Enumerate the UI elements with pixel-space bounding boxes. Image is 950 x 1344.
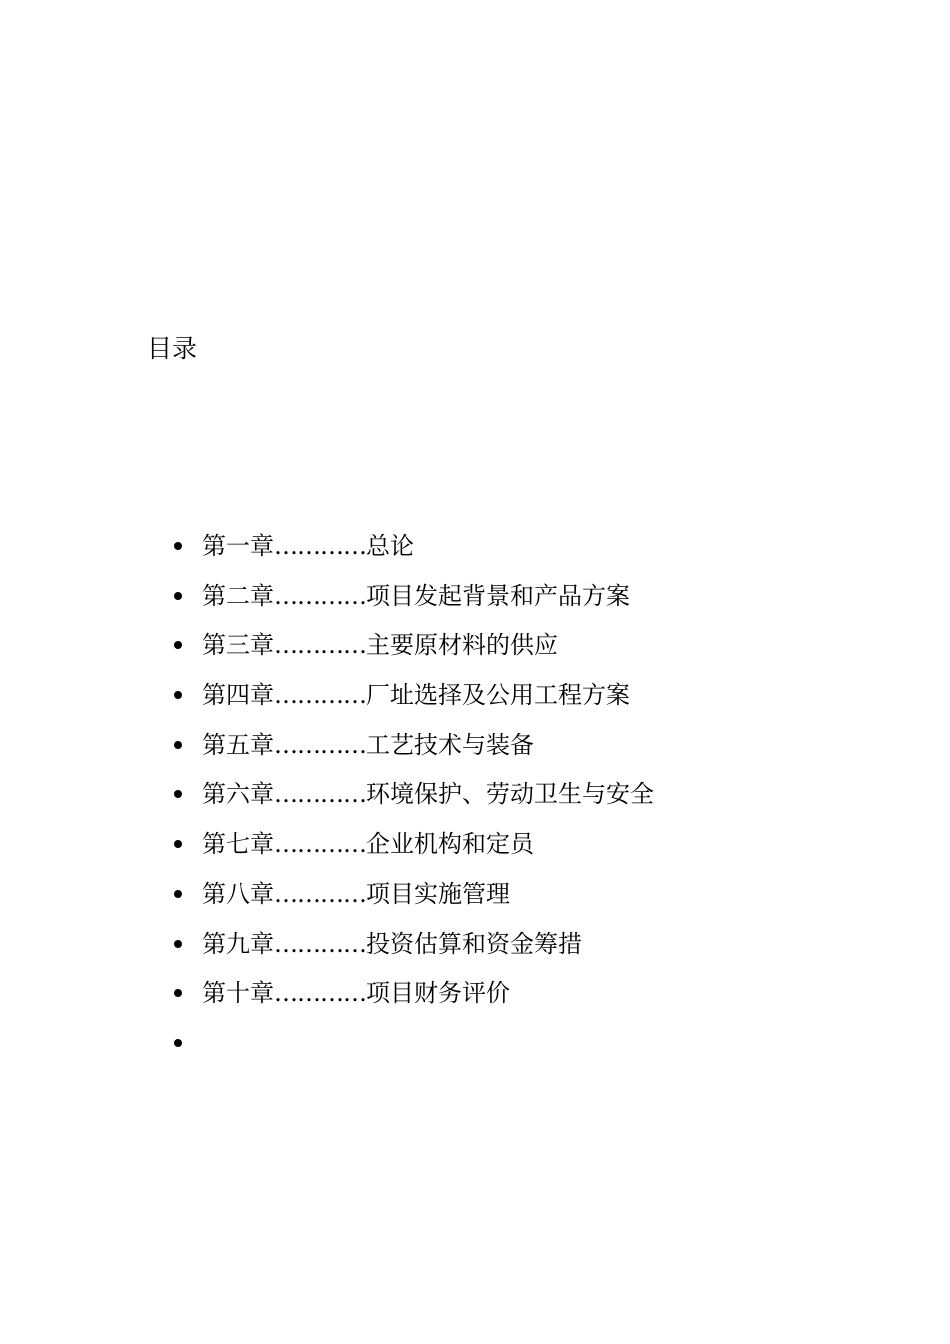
toc-entry: [202, 529, 414, 563]
bullet-icon: [174, 940, 182, 948]
leader-dots: …………: [274, 681, 366, 710]
bullet-icon: [174, 641, 182, 649]
toc-entry: [202, 927, 582, 961]
chapter-name: 主要原材料的供应: [366, 631, 558, 660]
leader-dots: …………: [274, 532, 366, 560]
leader-dots: …………: [274, 830, 366, 859]
chapter-number: 第三章: [202, 631, 274, 660]
bullet-icon: [174, 542, 182, 550]
leader-dots: …………: [274, 780, 366, 809]
toc-entry: [202, 877, 510, 911]
chapter-name: 项目实施管理: [366, 879, 510, 908]
chapter-number: 第五章: [202, 730, 274, 759]
chapter-name: 厂址选择及公用工程方案: [366, 681, 630, 710]
chapter-number: 第一章: [202, 532, 274, 560]
chapter-number: 第八章: [202, 879, 274, 908]
toc-entry: [202, 976, 510, 1010]
bullet-icon: [174, 592, 182, 600]
bullet-icon: [174, 790, 182, 798]
toc-title: 目录: [147, 334, 198, 363]
toc-entry: [202, 628, 558, 662]
bullet-icon: [174, 1039, 182, 1047]
chapter-number: 第四章: [202, 681, 274, 710]
chapter-number: 第二章: [202, 581, 274, 610]
chapter-name: 总论: [366, 532, 414, 560]
bullet-icon: [174, 989, 182, 997]
leader-dots: …………: [274, 581, 366, 610]
bullet-icon: [174, 840, 182, 848]
leader-dots: …………: [274, 631, 366, 660]
chapter-number: 第九章: [202, 929, 274, 958]
toc-entry: [202, 827, 534, 861]
chapter-number: 第六章: [202, 780, 274, 809]
bullet-icon: [174, 691, 182, 699]
chapter-number: 第七章: [202, 830, 274, 859]
chapter-name: 环境保护、劳动卫生与安全: [366, 780, 654, 809]
leader-dots: …………: [274, 929, 366, 958]
toc-entry: [202, 728, 534, 762]
chapter-name: 项目财务评价: [366, 979, 510, 1008]
leader-dots: …………: [274, 879, 366, 908]
toc-entry: [202, 777, 654, 811]
bullet-icon: [174, 890, 182, 898]
chapter-name: 工艺技术与装备: [366, 730, 534, 759]
toc-entry: [202, 579, 630, 613]
chapter-name: 投资估算和资金筹措: [366, 929, 582, 958]
chapter-name: 项目发起背景和产品方案: [366, 581, 630, 610]
leader-dots: …………: [274, 730, 366, 759]
chapter-name: 企业机构和定员: [366, 830, 534, 859]
bullet-icon: [174, 741, 182, 749]
chapter-number: 第十章: [202, 979, 274, 1008]
toc-entry: [202, 678, 630, 712]
leader-dots: …………: [274, 979, 366, 1008]
